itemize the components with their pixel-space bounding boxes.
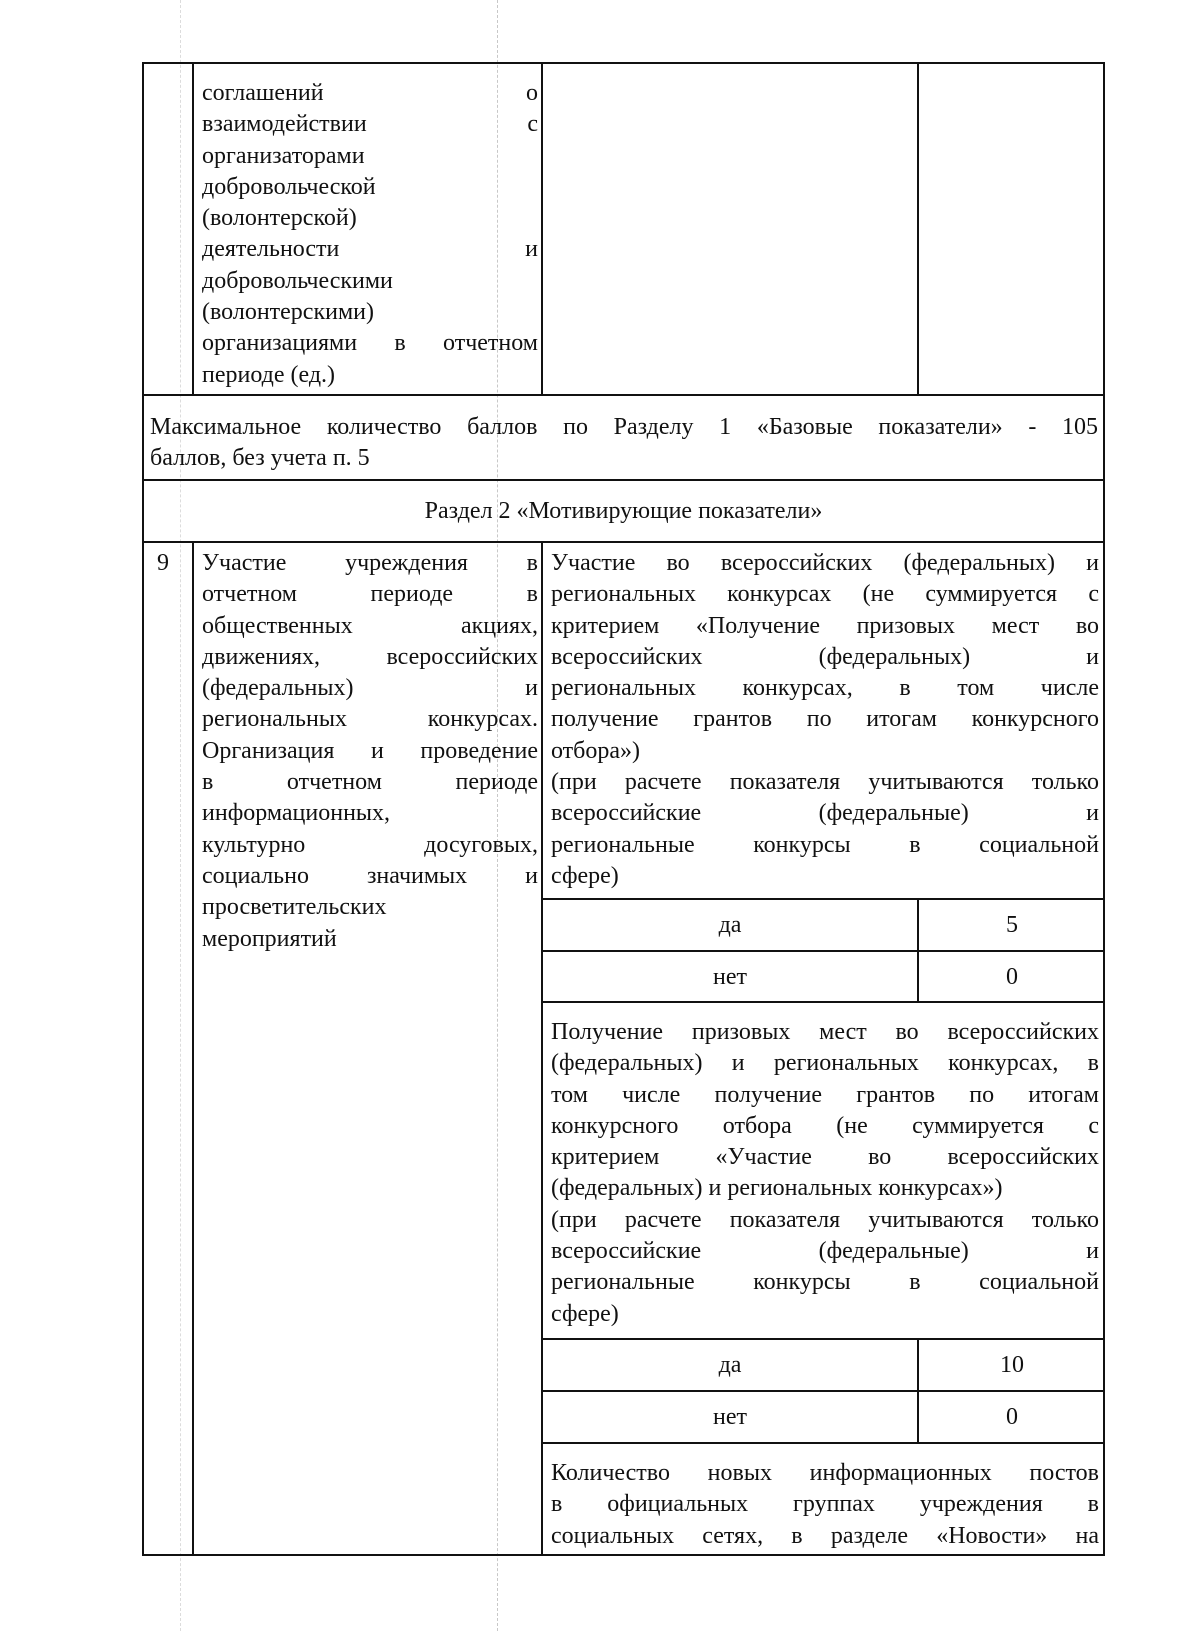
row-divider [541,1001,1105,1003]
text-line: в официальных группах учреждения в [551,1491,1099,1518]
text-line: отбора») [551,737,641,764]
text-line: (волонтерской) [202,205,357,232]
text-line: конкурсного отбора (не суммируется с [551,1112,1099,1139]
text-line: Количество новых информационных постов [551,1460,1099,1486]
criterion1-yes-points: 5 [1006,912,1018,938]
text-line: всероссийские (федеральные) и [551,1238,1099,1265]
text-line: Участие учреждения в [202,550,538,576]
text-line: добровольческой [202,173,376,200]
row-number: 9 [157,550,169,576]
text-line: сфере) [551,1300,619,1327]
text-line: критерием «Получение призовых мест во [551,612,1099,639]
col-divider-number [192,62,194,395]
text-line: получение грантов по итогам конкурсного [551,706,1099,733]
text-line: региональных конкурсах. [202,706,538,733]
text-line: культурно досуговых, [202,831,538,858]
text-line: (федеральных) и региональных конкурсах») [551,1175,1003,1202]
text-line: региональных конкурсах, в том числе [551,675,1099,702]
text-line: том числе получение грантов по итогам [551,1081,1099,1108]
text-line: в отчетном периоде [202,769,538,796]
col-divider-indicator [541,62,543,395]
max-points-line2: баллов, без учета п. 5 [150,445,370,472]
text-line: соглашений о [202,80,538,106]
row-divider [142,541,1105,543]
text-line: (федеральных) и [202,675,538,702]
row-divider [541,1442,1105,1444]
text-line: просветительских [202,894,387,921]
text-line: взаимодействии с [202,111,538,138]
criterion2-no-points: 0 [1006,1404,1018,1430]
text-line: социальных сетях, в разделе «Новости» на [551,1522,1099,1549]
col-divider-number [192,543,194,1556]
max-points-line1: Максимальное количество баллов по Разделу 1 «Базовые показатели» - 105 [150,414,1098,440]
row-divider [541,950,1105,952]
row-divider [142,479,1105,481]
criterion2-no-label: нет [713,1404,747,1430]
text-line: организаторами [202,142,365,169]
text-line: отчетном периоде в [202,581,538,608]
criterion1-no-points: 0 [1006,964,1018,990]
row-divider [541,1338,1105,1340]
text-line: всероссийских (федеральных) и [551,643,1099,670]
text-line: деятельности и [202,236,538,263]
max-points-text [150,412,1098,475]
row-divider [142,394,1105,396]
criterion2-text [551,1017,1099,1330]
text-line: критерием «Участие во всероссийских [551,1144,1099,1171]
text-line: (волонтерскими) [202,299,374,326]
text-line: (федеральных) и региональных конкурсах, в [551,1050,1099,1077]
criterion1-text [551,548,1099,892]
text-line: региональных конкурсах (не суммируется с [551,581,1099,608]
criterion3-text [551,1458,1099,1552]
text-line: (при расчете показателя учитываются только [551,1206,1099,1233]
text-line: Участие во всероссийских (федеральных) и [551,550,1099,576]
text-line: региональные конкурсы в социальной [551,831,1099,858]
text-line: мероприятий [202,925,337,952]
text-line: периоде (ед.) [202,361,336,388]
text-line: Получение призовых мест во всероссийских [551,1019,1099,1045]
text-line: информационных, [202,800,391,827]
text-line: региональные конкурсы в социальной [551,1269,1099,1296]
row-divider [541,898,1105,900]
text-line: Организация и проведение [202,737,538,764]
text-line: организациями в отчетном [202,330,538,357]
col-divider-points [917,62,919,395]
criterion2-yes-label: да [718,1352,742,1378]
text-line: общественных акциях, [202,612,538,639]
row9-indicator-text [202,548,538,955]
text-line: всероссийские (федеральные) и [551,800,1099,827]
criterion1-no-label: нет [713,964,747,990]
text-line: движениях, всероссийских [202,643,538,670]
criterion2-yes-points: 10 [1000,1352,1024,1378]
text-line: сфере) [551,862,619,889]
row-divider [541,1390,1105,1392]
section2-title: Раздел 2 «Мотивирующие показатели» [424,498,823,524]
criterion1-yes-label: да [718,912,742,938]
text-line: (при расчете показателя учитываются только [551,769,1099,796]
text-line: социально значимых и [202,862,538,889]
top-row-indicator-text [202,78,538,391]
text-line: добровольческими [202,267,393,294]
